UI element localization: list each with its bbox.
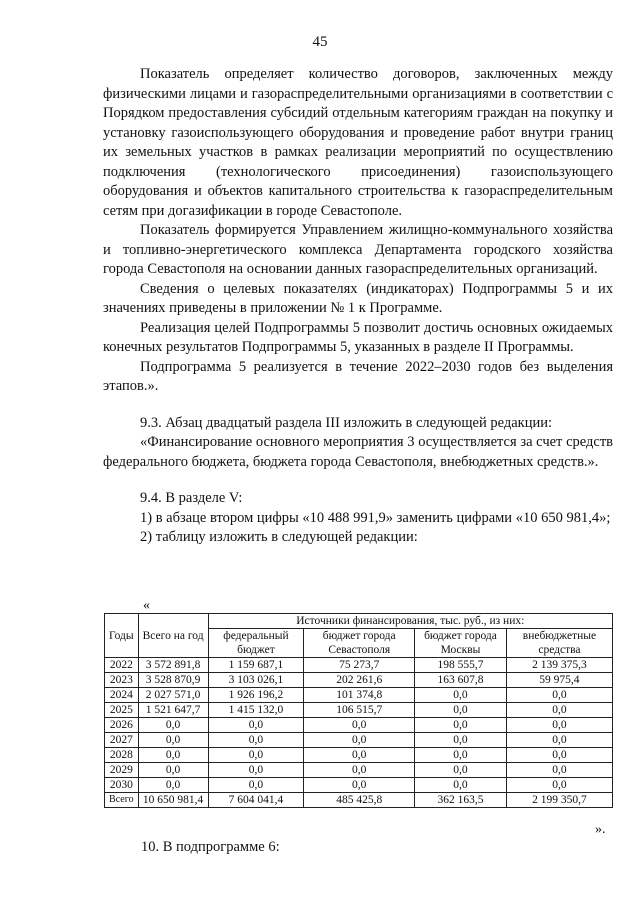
cell-sevastopol: 0,0	[304, 718, 415, 733]
cell-extra: 2 199 350,7	[506, 793, 612, 808]
cell-federal: 1 926 196,2	[208, 688, 304, 703]
item-9-4-heading: 9.4. В разделе V:	[140, 490, 243, 506]
cell-sevastopol: 0,0	[304, 748, 415, 763]
cell-year: 2025	[105, 703, 139, 718]
cell-year: 2023	[105, 673, 139, 688]
table-row	[105, 673, 613, 688]
paragraph-indicator-definition: Показатель определяет количество договоров, заключенных между физическими лицами и газораспределительными организациями в соответствии с Порядком предоставления субсидий отдельным категориям граждан на покупку и установку газоиспользующего оборудования и проведение работ внутри границ их земельных участков в рамках реализации мероприятий по осуществлению подключения (технологического присоединения) газоиспользующего оборудования и объектов капитального строительства к газораспределительным сетям при догазификации в городе Севастополе.	[103, 66, 613, 219]
cell-federal: 0,0	[208, 748, 304, 763]
cell-total: 0,0	[138, 778, 208, 793]
cell-extra: 0,0	[506, 703, 612, 718]
item-9-3-heading: 9.3. Абзац двадцатый раздела III изложить в следующей редакции:	[140, 414, 552, 431]
item-9-4-point-1: 1) в абзаце втором цифры «10 488 991,9» заменить цифрами «10 650 981,4»;	[140, 509, 611, 526]
table-row	[105, 748, 613, 763]
cell-moscow: 0,0	[415, 763, 507, 778]
cell-total: 3 572 891,8	[138, 658, 208, 673]
cell-extra: 0,0	[506, 718, 612, 733]
cell-moscow: 0,0	[415, 778, 507, 793]
closing-quote: ».	[595, 822, 606, 837]
table-header-row	[105, 614, 613, 629]
cell-sevastopol: 202 261,6	[304, 673, 415, 688]
open-quote: «	[143, 598, 150, 613]
paragraph-period: Подпрограмма 5 реализуется в течение 2022–2030 годов без выделения этапов.».	[103, 358, 613, 394]
cell-federal: 0,0	[208, 718, 304, 733]
cell-moscow: 362 163,5	[415, 793, 507, 808]
cell-total: 3 528 870,9	[138, 673, 208, 688]
header-extra: внебюджетные средства	[506, 629, 612, 658]
table-row	[105, 688, 613, 703]
cell-moscow: 163 607,8	[415, 673, 507, 688]
table-row	[105, 703, 613, 718]
cell-sevastopol: 0,0	[304, 763, 415, 778]
cell-moscow: 0,0	[415, 718, 507, 733]
cell-year: 2022	[105, 658, 139, 673]
cell-total: 10 650 981,4	[138, 793, 208, 808]
cell-total: 0,0	[138, 718, 208, 733]
cell-total: 0,0	[138, 733, 208, 748]
header-years: Годы	[105, 614, 139, 658]
cell-year: 2030	[105, 778, 139, 793]
cell-federal: 0,0	[208, 778, 304, 793]
cell-extra: 0,0	[506, 733, 612, 748]
paragraph-indicator-source: Показатель формируется Управлением жилищно-коммунального хозяйства и топливно-энергетического комплекса Департамента городского хозяйства города Севастополя на основании данных газораспределительных организаций.	[103, 222, 613, 277]
cell-extra: 2 139 375,3	[506, 658, 612, 673]
header-moscow: бюджет города Москвы	[415, 629, 507, 658]
text-block-indicator	[103, 65, 613, 548]
cell-extra: 59 975,4	[506, 673, 612, 688]
cell-federal: 0,0	[208, 733, 304, 748]
cell-moscow: 198 555,7	[415, 658, 507, 673]
cell-total: 0,0	[138, 763, 208, 778]
cell-total: 1 521 647,7	[138, 703, 208, 718]
cell-year: 2026	[105, 718, 139, 733]
cell-sevastopol: 101 374,8	[304, 688, 415, 703]
table-row	[105, 718, 613, 733]
cell-sevastopol: 0,0	[304, 778, 415, 793]
cell-year: 2024	[105, 688, 139, 703]
cell-sevastopol: 0,0	[304, 733, 415, 748]
cell-sevastopol: 485 425,8	[304, 793, 415, 808]
financing-table	[104, 613, 613, 808]
item-9-3-quote: «Финансирование основного мероприятия 3 осуществляется за счет средств федерального бюджета, бюджета города Севастополя, внебюджетных средств.».	[103, 434, 613, 470]
header-federal: федеральный бюджет	[208, 629, 304, 658]
header-total: Всего на год	[138, 614, 208, 658]
cell-extra: 0,0	[506, 763, 612, 778]
cell-sevastopol: 106 515,7	[304, 703, 415, 718]
cell-year: 2028	[105, 748, 139, 763]
cell-year: 2027	[105, 733, 139, 748]
cell-extra: 0,0	[506, 748, 612, 763]
cell-total: 2 027 571,0	[138, 688, 208, 703]
cell-moscow: 0,0	[415, 733, 507, 748]
cell-year: 2029	[105, 763, 139, 778]
table-row	[105, 763, 613, 778]
table-row	[105, 778, 613, 793]
header-sources: Источники финансирования, тыс. руб., из них:	[208, 614, 612, 629]
cell-moscow: 0,0	[415, 688, 507, 703]
table-row	[105, 733, 613, 748]
cell-moscow: 0,0	[415, 748, 507, 763]
cell-sevastopol: 75 273,7	[304, 658, 415, 673]
cell-federal: 1 415 132,0	[208, 703, 304, 718]
cell-federal: 3 103 026,1	[208, 673, 304, 688]
cell-federal: 0,0	[208, 763, 304, 778]
item-10-heading: 10. В подпрограмме 6:	[141, 839, 280, 855]
cell-extra: 0,0	[506, 778, 612, 793]
item-9-4-point-2: 2) таблицу изложить в следующей редакции:	[140, 529, 418, 545]
table-row	[105, 658, 613, 673]
cell-moscow: 0,0	[415, 703, 507, 718]
header-sevastopol: бюджет города Севастополя	[304, 629, 415, 658]
cell-federal: 1 159 687,1	[208, 658, 304, 673]
paragraph-indicator-values: Сведения о целевых показателях (индикаторах) Подпрограммы 5 и их значениях приведены в приложении № 1 к Программе.	[103, 280, 613, 316]
table-total-row	[105, 793, 613, 808]
cell-total: 0,0	[138, 748, 208, 763]
paragraph-goals: Реализация целей Подпрограммы 5 позволит достичь основных ожидаемых конечных результатов Подпрограммы 5, указанных в разделе II Программы.	[103, 319, 613, 355]
cell-federal: 7 604 041,4	[208, 793, 304, 808]
page-number: 45	[312, 34, 328, 50]
cell-total-label: Всего	[105, 793, 139, 808]
cell-extra: 0,0	[506, 688, 612, 703]
